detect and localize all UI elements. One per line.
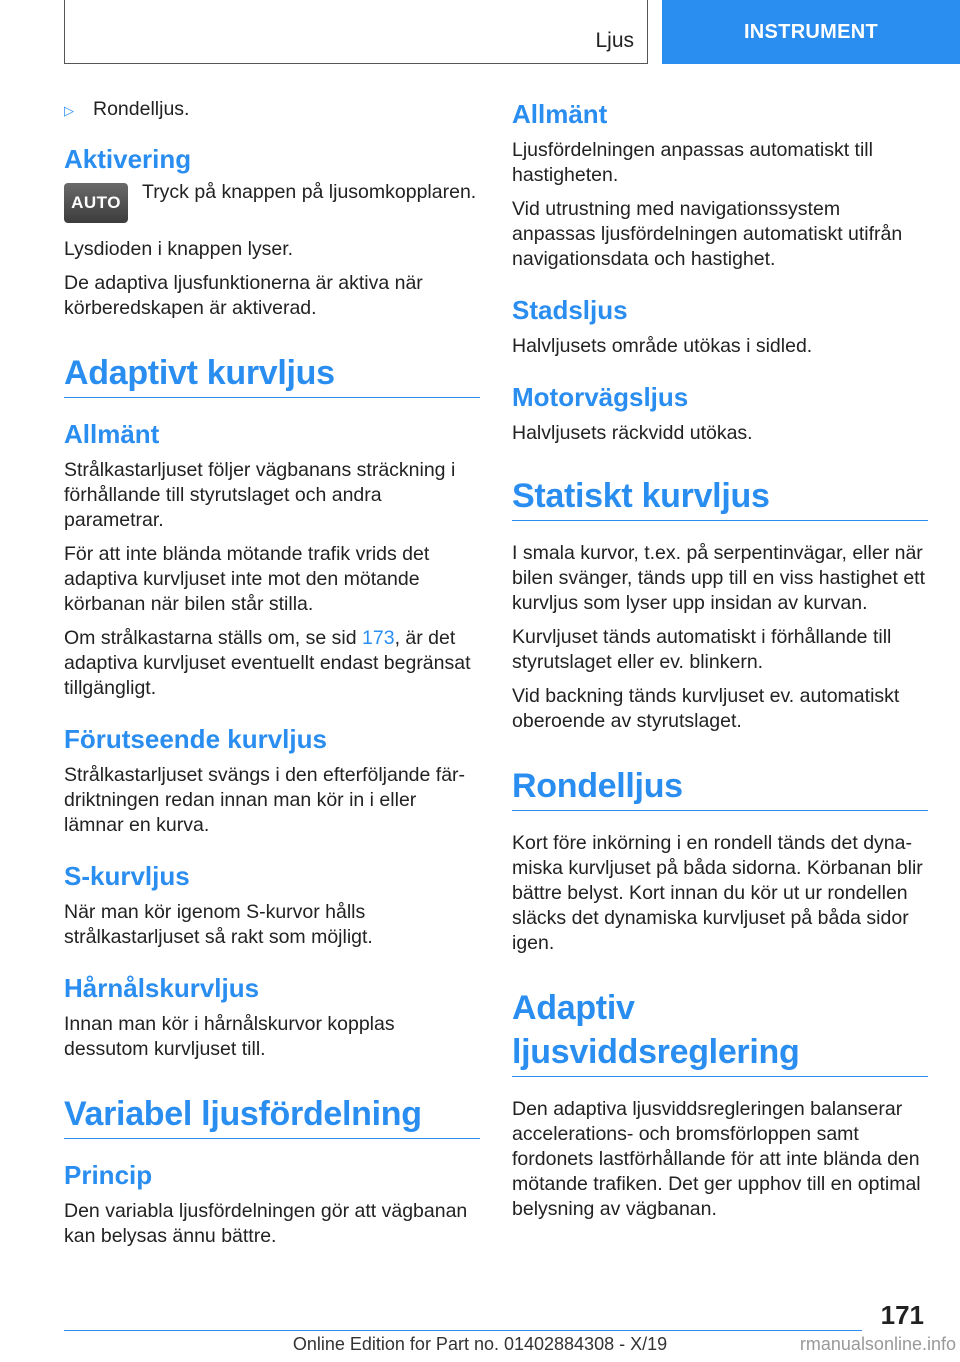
section-heading-rule [512, 474, 928, 521]
paragraph: Strålkastarljuset svängs i den efterföljande färdriktningen redan innan man kör in i eller lämnar en kurva. [64, 764, 466, 836]
edition-note: Online Edition for Part no. 01402884308 - X/19 [292, 1334, 668, 1354]
paragraph-text: Om strålkastarna ställs om, se sid [64, 627, 363, 649]
paragraph-text: , är det adaptiva kurvljuset eventuellt endast begränsat tillgängligt. [64, 627, 471, 699]
paragraph: Vid utrustning med navigationssystem anpassas ljusfördelningen automatiskt utifrån navigationsdata och hastighet. [512, 198, 903, 270]
paragraph: Strålkastarljuset följer vägbanans sträckning i förhållande till styrutslaget och andra parametrar. [64, 459, 456, 531]
section-heading-rule [64, 1092, 480, 1139]
section-title: Ljus [595, 29, 634, 52]
paragraph: Den adaptiva ljusviddsregleringen balanserar accelerations- och bromsförloppen samt fordonets lastförhållande för att inte blända den mötande trafiken. Det ger upphov till en optimal belysning av vägbanan. [512, 1098, 921, 1220]
auto-button-label: AUTO [71, 193, 121, 212]
paragraph: Den variabla ljusfördelningen gör att vägbanan kan belysas ännu bättre. [64, 1200, 468, 1247]
chapter-tab-label: INSTRUMENT [743, 20, 879, 43]
left-column [64, 98, 480, 1258]
paragraph: Innan man kör i hårnålskurvor kopplas dessutom kurvljuset till. [64, 1013, 395, 1060]
header-frame [64, 0, 648, 64]
section-heading-rule [512, 764, 928, 811]
paragraph: Ljusfördelningen anpassas automatiskt till hastigheten. [512, 139, 873, 186]
page-number: 171 [880, 1300, 924, 1330]
right-column [512, 98, 928, 1231]
section-heading-rule [64, 351, 480, 398]
paragraph: Kort före inkörning i en rondell tänds det dynamiska kurvljuset på båda sidorna. Körbanan blir bättre belyst. Kort innan du kör ut ur rondellen släcks det dynamiska kurvljuset på båda sidor igen. [512, 832, 923, 954]
paragraph: Vid backning tänds kurvljuset ev. automatiskt oberoende av styrutslaget. [512, 685, 900, 732]
heading-forutseende-kurvljus: Förutseende kurvljus [64, 724, 327, 754]
paragraph: Kurvljuset tänds automatiskt i förhållande till styrutslaget eller ev. blinkern. [512, 626, 892, 673]
page-reference-link[interactable]: 173 [362, 627, 395, 649]
footer-divider [64, 1330, 862, 1331]
paragraph: Halvljusets räckvidd utökas. [512, 422, 753, 444]
auto-instruction [64, 183, 480, 223]
heading-rondelljus: Rondelljus [512, 767, 683, 805]
heading-statiskt-kurvljus: Statiskt kurvljus [512, 477, 770, 515]
heading-allmant: Allmänt [512, 99, 608, 129]
paragraph: De adaptiva ljusfunktionerna är aktiva när körberedskapen är aktiverad. [64, 272, 423, 319]
paragraph [64, 626, 480, 701]
heading-s-kurvljus: S-kurvljus [64, 861, 190, 891]
heading-princip: Princip [64, 1160, 153, 1190]
paragraph: I smala kurvor, t.ex. på serpentinvägar, eller när bilen svänger, tänds upp till en viss hastighet ett kurvljus som lyser upp insidan av kurvan. [512, 542, 926, 614]
chapter-tab[interactable] [662, 0, 960, 64]
heading-stadsljus: Stadsljus [512, 295, 628, 325]
watermark-text: rmanualsonline.info [799, 1334, 956, 1354]
triangle-bullet-icon: ▷ [64, 103, 74, 118]
heading-adaptivt-kurvljus: Adaptivt kurvljus [64, 354, 335, 392]
heading-variabel-ljusfordelning: Variabel ljusfördelning [64, 1095, 422, 1133]
paragraph: Halvljusets område utökas i sidled. [512, 335, 813, 357]
auto-button-icon [64, 183, 128, 223]
heading-harnalskurvljus: Hårnålskurvljus [64, 973, 260, 1003]
paragraph: När man kör igenom S-kurvor hålls strålkastarljuset så rakt som möjligt. [64, 901, 373, 948]
heading-adaptiv-ljusviddsreglering: Adaptiv ljusviddsreglering [512, 989, 800, 1071]
paragraph: För att inte blända mötande trafik vrids det adaptiva kurvljuset inte mot den mötande körbanan när bilen står stilla. [64, 543, 430, 615]
heading-allmant: Allmänt [64, 419, 160, 449]
heading-aktivering: Aktivering [64, 144, 192, 174]
section-heading-rule [512, 986, 928, 1077]
list-item-text: Rondelljus. [93, 98, 190, 120]
heading-motorvagsljus: Motorvägsljus [512, 382, 689, 412]
paragraph: Lysdioden i knappen lyser. [64, 238, 294, 260]
auto-instruction-text: Tryck på knappen på ljusomkopplaren. [142, 181, 477, 203]
list-item [64, 98, 480, 121]
